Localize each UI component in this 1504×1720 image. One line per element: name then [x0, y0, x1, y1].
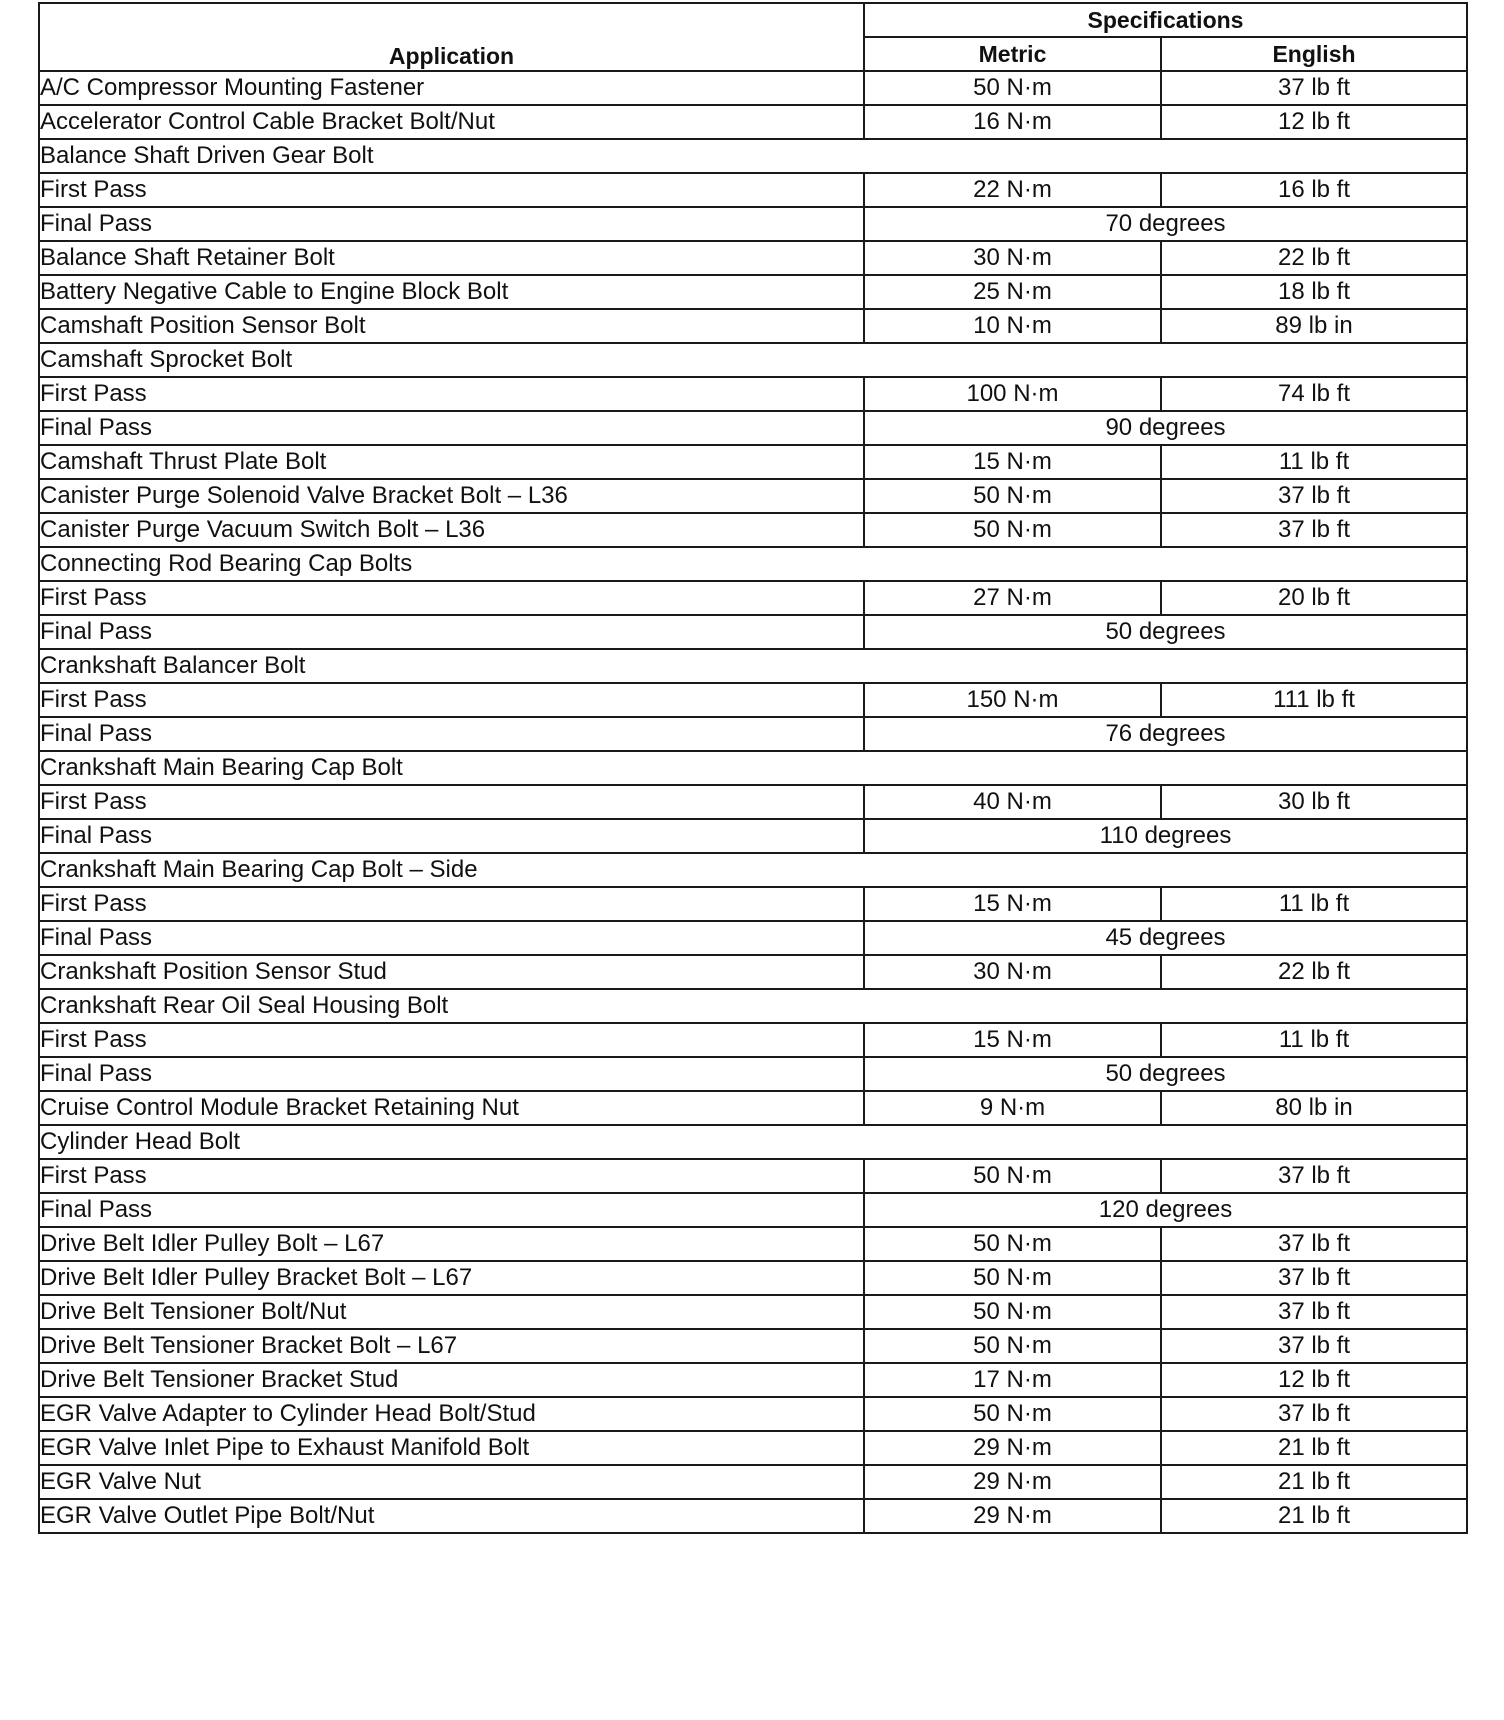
table-row: [39, 343, 1467, 377]
metric-cell: 50 N·m: [864, 513, 1161, 547]
specifications-header: Specifications: [864, 3, 1467, 37]
application-cell: Drive Belt Idler Pulley Bolt – L67: [39, 1227, 864, 1261]
application-cell: First Pass: [39, 683, 864, 717]
english-header: English: [1161, 37, 1467, 71]
metric-cell: 30 N·m: [864, 955, 1161, 989]
table-body: [39, 71, 1467, 1533]
application-cell: First Pass: [39, 1023, 864, 1057]
table-row: [39, 989, 1467, 1023]
metric-cell: 15 N·m: [864, 445, 1161, 479]
english-cell: 37 lb ft: [1161, 479, 1467, 513]
table-row: [39, 581, 1467, 615]
application-cell: Crankshaft Main Bearing Cap Bolt – Side: [39, 853, 1467, 887]
application-cell: Final Pass: [39, 207, 864, 241]
table-row: [39, 1193, 1467, 1227]
metric-cell: 30 N·m: [864, 241, 1161, 275]
application-cell: EGR Valve Outlet Pipe Bolt/Nut: [39, 1499, 864, 1533]
metric-cell: 16 N·m: [864, 105, 1161, 139]
application-cell: Battery Negative Cable to Engine Block Bolt: [39, 275, 864, 309]
english-cell: 37 lb ft: [1161, 1261, 1467, 1295]
table-row: [39, 1295, 1467, 1329]
table-row: [39, 717, 1467, 751]
metric-cell: 25 N·m: [864, 275, 1161, 309]
application-cell: Drive Belt Tensioner Bracket Stud: [39, 1363, 864, 1397]
application-cell: Camshaft Position Sensor Bolt: [39, 309, 864, 343]
table-row: [39, 241, 1467, 275]
application-cell: Crankshaft Rear Oil Seal Housing Bolt: [39, 989, 1467, 1023]
table-row: [39, 411, 1467, 445]
metric-cell: 150 N·m: [864, 683, 1161, 717]
metric-cell: 10 N·m: [864, 309, 1161, 343]
metric-cell: 40 N·m: [864, 785, 1161, 819]
english-cell: 37 lb ft: [1161, 1159, 1467, 1193]
table-row: [39, 751, 1467, 785]
table-row: [39, 921, 1467, 955]
english-cell: 21 lb ft: [1161, 1431, 1467, 1465]
application-cell: First Pass: [39, 377, 864, 411]
application-cell: Final Pass: [39, 717, 864, 751]
table-row: [39, 139, 1467, 173]
final-pass-angle-cell: 70 degrees: [864, 207, 1467, 241]
application-cell: Final Pass: [39, 1193, 864, 1227]
english-cell: 12 lb ft: [1161, 1363, 1467, 1397]
english-cell: 20 lb ft: [1161, 581, 1467, 615]
application-cell: Accelerator Control Cable Bracket Bolt/Nut: [39, 105, 864, 139]
application-cell: Crankshaft Main Bearing Cap Bolt: [39, 751, 1467, 785]
torque-spec-table: [38, 2, 1468, 1534]
english-cell: 16 lb ft: [1161, 173, 1467, 207]
application-cell: EGR Valve Nut: [39, 1465, 864, 1499]
application-cell: Drive Belt Idler Pulley Bracket Bolt – L67: [39, 1261, 864, 1295]
table-row: [39, 1159, 1467, 1193]
english-cell: 37 lb ft: [1161, 71, 1467, 105]
application-cell: First Pass: [39, 581, 864, 615]
english-cell: 18 lb ft: [1161, 275, 1467, 309]
table-row: [39, 1023, 1467, 1057]
metric-cell: 50 N·m: [864, 1159, 1161, 1193]
final-pass-angle-cell: 50 degrees: [864, 1057, 1467, 1091]
metric-cell: 50 N·m: [864, 1329, 1161, 1363]
application-cell: Drive Belt Tensioner Bracket Bolt – L67: [39, 1329, 864, 1363]
application-cell: Cruise Control Module Bracket Retaining Nut: [39, 1091, 864, 1125]
table-row: [39, 207, 1467, 241]
table-row: [39, 1363, 1467, 1397]
application-cell: Drive Belt Tensioner Bolt/Nut: [39, 1295, 864, 1329]
table-row: [39, 309, 1467, 343]
metric-cell: 22 N·m: [864, 173, 1161, 207]
table-row: [39, 819, 1467, 853]
metric-cell: 50 N·m: [864, 71, 1161, 105]
application-cell: Final Pass: [39, 1057, 864, 1091]
english-cell: 37 lb ft: [1161, 513, 1467, 547]
application-cell: EGR Valve Adapter to Cylinder Head Bolt/Stud: [39, 1397, 864, 1431]
english-cell: 111 lb ft: [1161, 683, 1467, 717]
table-row: [39, 1329, 1467, 1363]
final-pass-angle-cell: 45 degrees: [864, 921, 1467, 955]
english-cell: 21 lb ft: [1161, 1465, 1467, 1499]
application-cell: Final Pass: [39, 615, 864, 649]
application-cell: Balance Shaft Retainer Bolt: [39, 241, 864, 275]
metric-cell: 100 N·m: [864, 377, 1161, 411]
metric-cell: 29 N·m: [864, 1465, 1161, 1499]
table-row: [39, 1465, 1467, 1499]
table-row: [39, 615, 1467, 649]
metric-cell: 9 N·m: [864, 1091, 1161, 1125]
application-cell: Connecting Rod Bearing Cap Bolts: [39, 547, 1467, 581]
application-cell: A/C Compressor Mounting Fastener: [39, 71, 864, 105]
table-row: [39, 547, 1467, 581]
application-cell: Camshaft Thrust Plate Bolt: [39, 445, 864, 479]
english-cell: 11 lb ft: [1161, 445, 1467, 479]
table-row: [39, 377, 1467, 411]
english-cell: 37 lb ft: [1161, 1329, 1467, 1363]
metric-cell: 15 N·m: [864, 887, 1161, 921]
table-row: [39, 445, 1467, 479]
table-row: [39, 785, 1467, 819]
metric-cell: 27 N·m: [864, 581, 1161, 615]
english-cell: 11 lb ft: [1161, 887, 1467, 921]
table-row: [39, 853, 1467, 887]
metric-cell: 29 N·m: [864, 1431, 1161, 1465]
application-cell: Crankshaft Position Sensor Stud: [39, 955, 864, 989]
english-cell: 74 lb ft: [1161, 377, 1467, 411]
table-row: [39, 513, 1467, 547]
table-row: [39, 683, 1467, 717]
table-row: [39, 275, 1467, 309]
english-cell: 80 lb in: [1161, 1091, 1467, 1125]
table-header: [39, 3, 1467, 71]
application-cell: Balance Shaft Driven Gear Bolt: [39, 139, 1467, 173]
final-pass-angle-cell: 120 degrees: [864, 1193, 1467, 1227]
metric-cell: 15 N·m: [864, 1023, 1161, 1057]
final-pass-angle-cell: 110 degrees: [864, 819, 1467, 853]
table-row: [39, 1227, 1467, 1261]
english-cell: 89 lb in: [1161, 309, 1467, 343]
table-row: [39, 1057, 1467, 1091]
application-cell: EGR Valve Inlet Pipe to Exhaust Manifold Bolt: [39, 1431, 864, 1465]
table-row: [39, 1125, 1467, 1159]
english-cell: 37 lb ft: [1161, 1227, 1467, 1261]
table-row: [39, 479, 1467, 513]
application-cell: Final Pass: [39, 921, 864, 955]
application-cell: Crankshaft Balancer Bolt: [39, 649, 1467, 683]
application-cell: Cylinder Head Bolt: [39, 1125, 1467, 1159]
table-row: [39, 1261, 1467, 1295]
table-row: [39, 71, 1467, 105]
english-cell: 12 lb ft: [1161, 105, 1467, 139]
metric-cell: 50 N·m: [864, 479, 1161, 513]
application-cell: Final Pass: [39, 819, 864, 853]
table-row: [39, 649, 1467, 683]
metric-cell: 50 N·m: [864, 1261, 1161, 1295]
final-pass-angle-cell: 50 degrees: [864, 615, 1467, 649]
english-cell: 37 lb ft: [1161, 1295, 1467, 1329]
english-cell: 22 lb ft: [1161, 955, 1467, 989]
application-cell: Final Pass: [39, 411, 864, 445]
table-row: [39, 173, 1467, 207]
final-pass-angle-cell: 76 degrees: [864, 717, 1467, 751]
english-cell: 22 lb ft: [1161, 241, 1467, 275]
application-cell: First Pass: [39, 785, 864, 819]
english-cell: 30 lb ft: [1161, 785, 1467, 819]
table-row: [39, 1091, 1467, 1125]
metric-cell: 50 N·m: [864, 1227, 1161, 1261]
application-cell: First Pass: [39, 887, 864, 921]
application-cell: Canister Purge Solenoid Valve Bracket Bolt – L36: [39, 479, 864, 513]
application-cell: First Pass: [39, 173, 864, 207]
table-row: [39, 955, 1467, 989]
metric-cell: 29 N·m: [864, 1499, 1161, 1533]
metric-header: Metric: [864, 37, 1161, 71]
table-row: [39, 105, 1467, 139]
metric-cell: 17 N·m: [864, 1363, 1161, 1397]
application-cell: Camshaft Sprocket Bolt: [39, 343, 1467, 377]
table-row: [39, 1397, 1467, 1431]
metric-cell: 50 N·m: [864, 1397, 1161, 1431]
application-cell: Canister Purge Vacuum Switch Bolt – L36: [39, 513, 864, 547]
metric-cell: 50 N·m: [864, 1295, 1161, 1329]
table-row: [39, 887, 1467, 921]
table-row: [39, 1431, 1467, 1465]
english-cell: 37 lb ft: [1161, 1397, 1467, 1431]
application-cell: First Pass: [39, 1159, 864, 1193]
table-row: [39, 1499, 1467, 1533]
english-cell: 11 lb ft: [1161, 1023, 1467, 1057]
final-pass-angle-cell: 90 degrees: [864, 411, 1467, 445]
english-cell: 21 lb ft: [1161, 1499, 1467, 1533]
application-header: Application: [39, 3, 864, 71]
